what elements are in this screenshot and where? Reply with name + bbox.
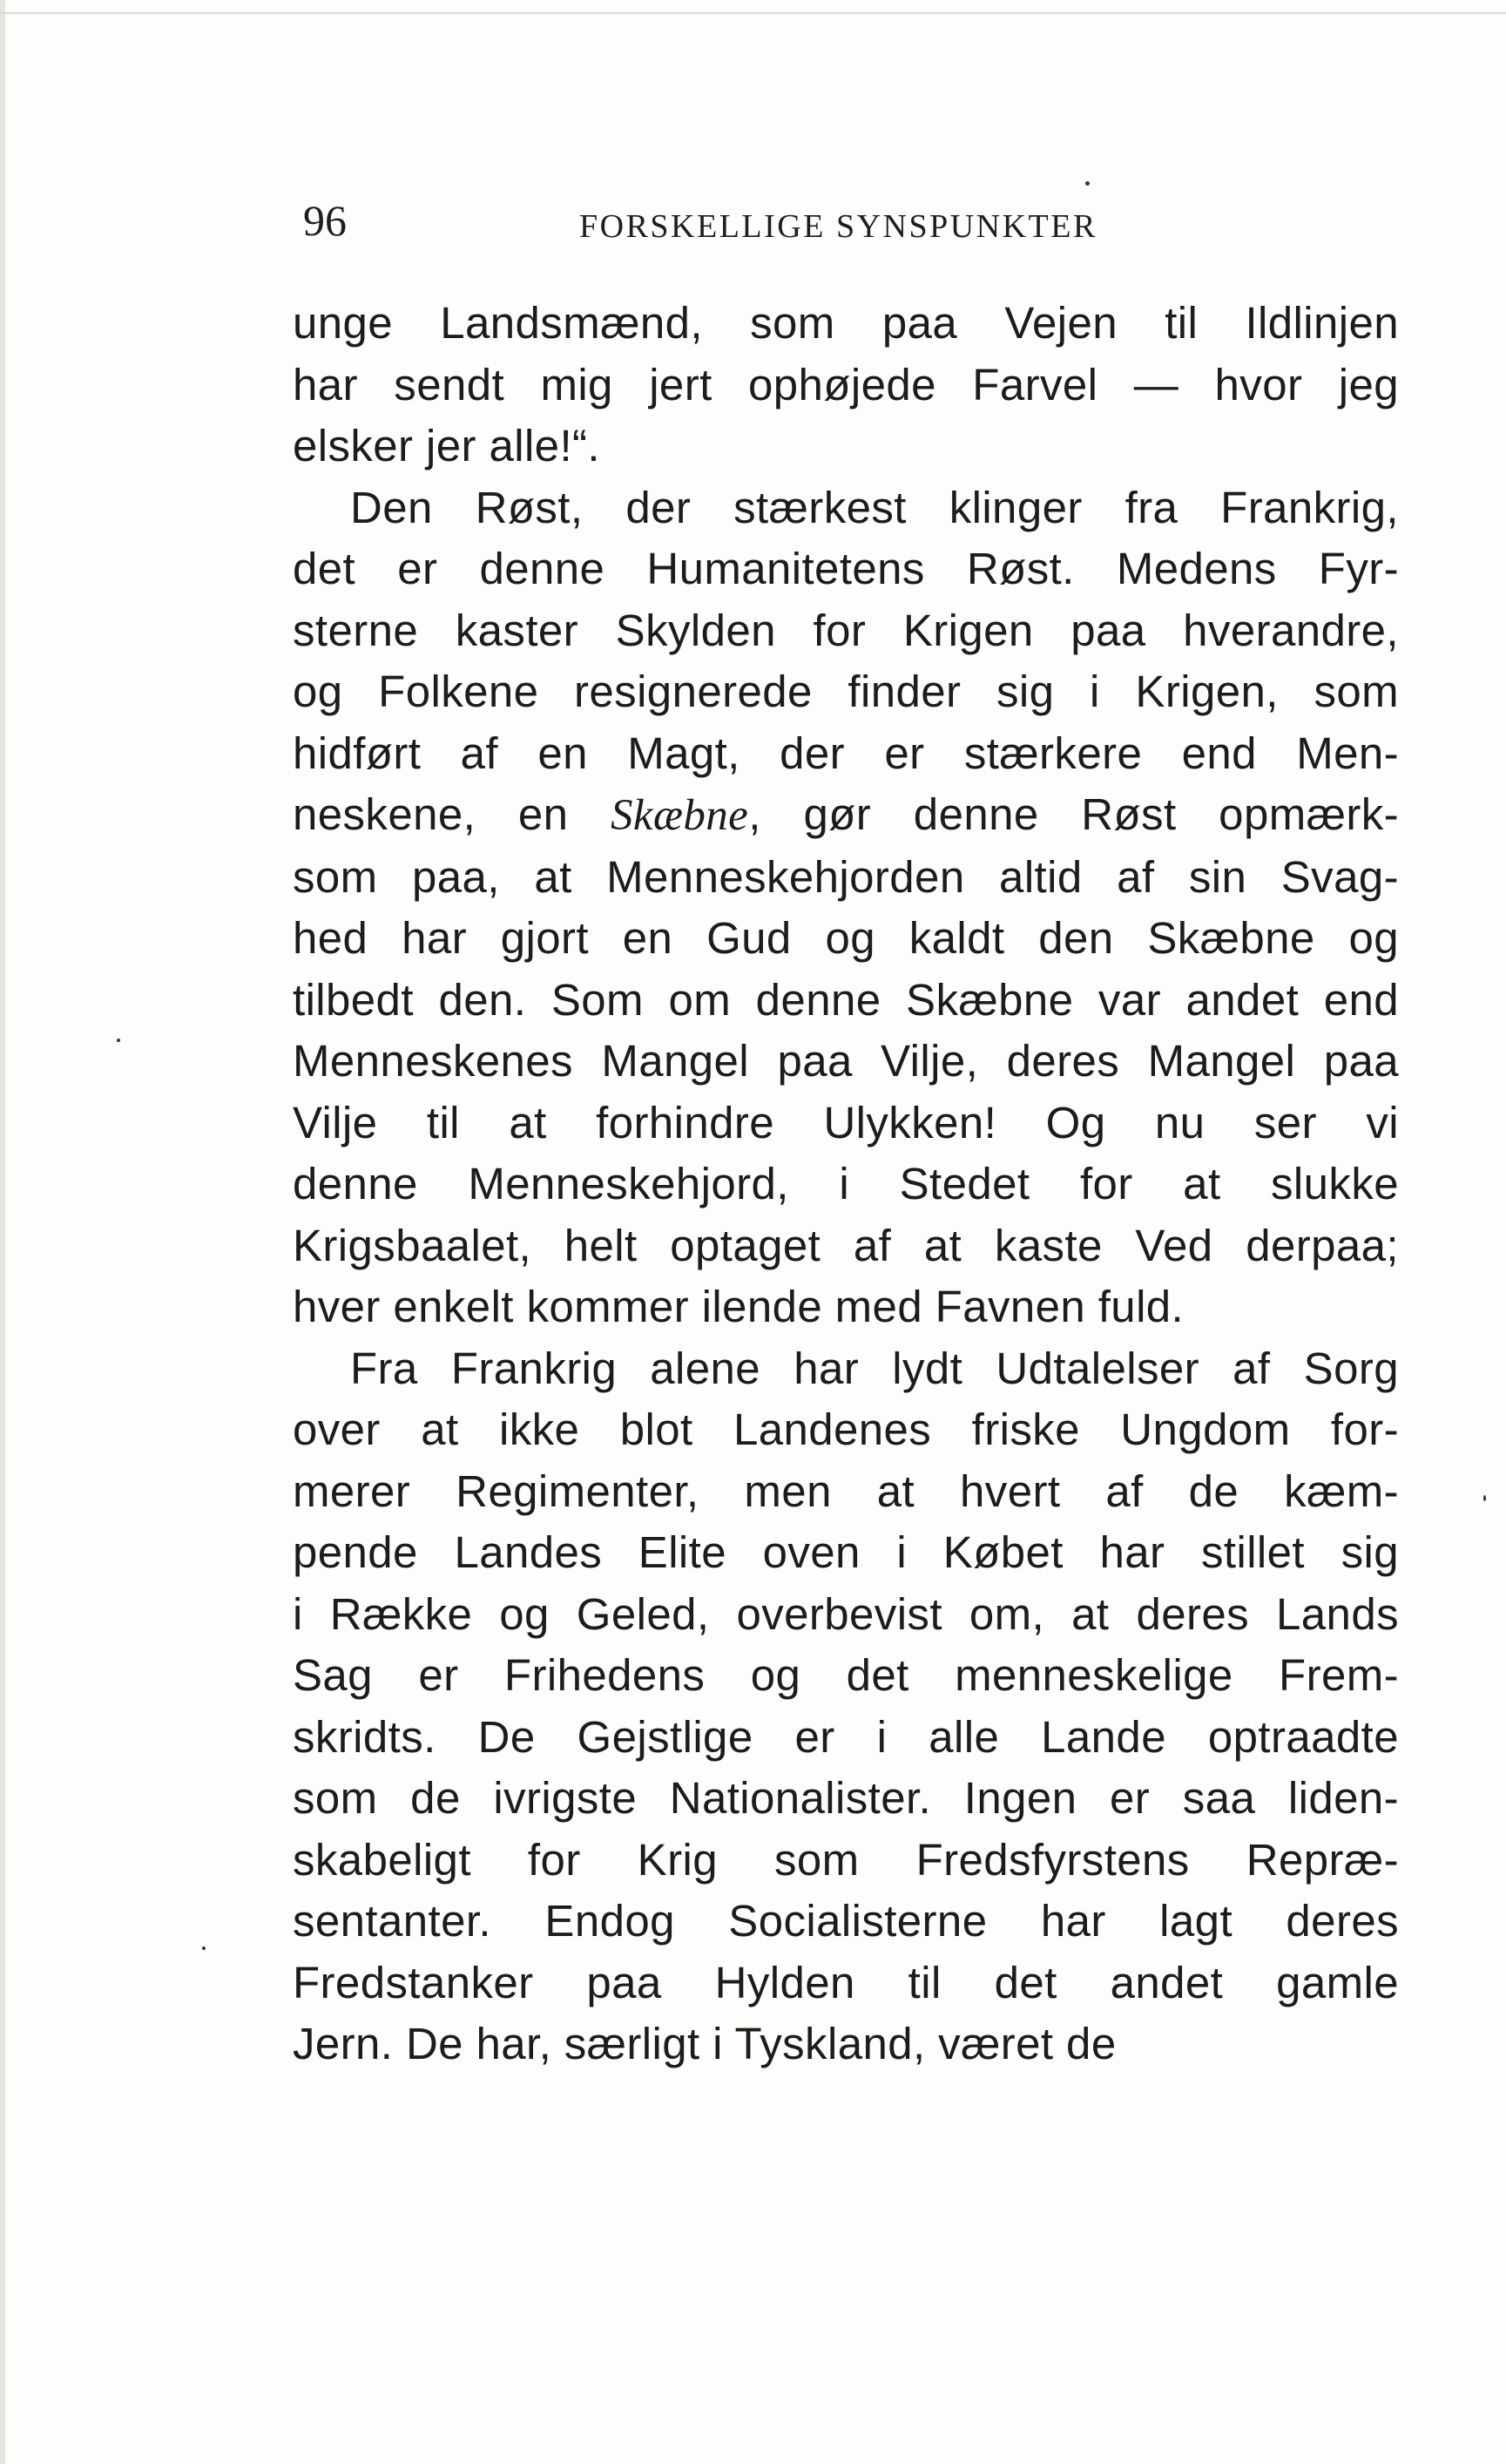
running-title: FORSKELLIGE SYNSPUNKTER — [579, 208, 1097, 245]
text-line: Sag er Frihedens og det menneskelige Frem- — [293, 1650, 1399, 1700]
ink-speck — [202, 1946, 206, 1950]
text-line: Fredstanker paa Hylden til det andet gamle — [293, 1957, 1399, 2007]
page-header — [296, 183, 1185, 253]
text-line: det er denne Humanitetens Røst. Medens Fyr- — [293, 544, 1399, 593]
text-line: Vilje til at forhindre Ulykken! Og nu ser vi — [293, 1097, 1399, 1147]
text-line: unge Landsmænd, som paa Vejen til Ildlinjen — [293, 298, 1399, 348]
text-line: Menneskenes Mangel paa Vilje, deres Mangel paa — [293, 1036, 1399, 1086]
text-line: over at ikke blot Landenes friske Ungdom for- — [293, 1405, 1399, 1454]
text-line: som paa, at Menneskehjorden altid af sin Svag- — [293, 851, 1399, 902]
text-line: hver enkelt kommer ilende med Favnen fuld. — [293, 1282, 1185, 1331]
ink-speck — [1483, 1495, 1486, 1501]
text-line: Fra Frankrig alene har lydt Udtalelser af Sorg — [350, 1343, 1399, 1393]
text-line: som de ivrigste Nationalister. Ingen er saa liden- — [293, 1773, 1399, 1823]
text-line: og Folkene resignerede finder sig i Krigen, som — [293, 667, 1399, 716]
text-line: hidført af en Magt, der er stærkere end Men- — [293, 728, 1399, 778]
ink-speck — [1085, 181, 1090, 186]
page-number: 96 — [303, 196, 347, 245]
text-line: tilbedt den. Som om denne Skæbne var andet end — [293, 974, 1399, 1025]
text-line: i Række og Geled, overbevist om, at deres Lands — [293, 1588, 1399, 1639]
text-segment: neskene, en — [293, 789, 611, 839]
text-line: denne Menneskehjord, i Stedet for at slukke — [293, 1159, 1399, 1208]
text-line: Den Røst, der stærkest klinger fra Frankrig, — [350, 482, 1399, 532]
ink-speck — [117, 1039, 120, 1042]
text-line: skabeligt for Krig som Fredsfyrstens Repræ- — [293, 1834, 1399, 1885]
text-line: Jern. De har, særligt i Tyskland, været de — [293, 2019, 1117, 2068]
text-line: elsker jer alle!“. — [293, 421, 600, 470]
text-line: skridts. De Gejstlige er i alle Lande optraadte — [293, 1711, 1399, 1762]
text-line: merer Regimenter, men at hvert af de kæm- — [293, 1466, 1399, 1516]
text-line: pende Landes Elite oven i Købet har stillet sig — [293, 1527, 1399, 1577]
text-line: har sendt mig jert ophøjede Farvel — hvor jeg — [293, 359, 1399, 410]
text-line: sentanter. Endog Socialisterne har lagt deres — [293, 1896, 1399, 1946]
text-line — [293, 784, 1399, 847]
body-text — [293, 293, 1399, 2075]
text-segment: , gør denne Røst opmærk- — [748, 789, 1400, 839]
text-line: hed har gjort en Gud og kaldt den Skæbne og — [293, 913, 1399, 963]
italic-word: Skæbne — [611, 791, 749, 840]
text-line: sterne kaster Skylden for Krigen paa hverandre, — [293, 605, 1399, 655]
text-line: Krigsbaalet, helt optaget af at kaste Ved derpaa; — [293, 1220, 1399, 1270]
page-edge-rule — [0, 12, 1506, 14]
